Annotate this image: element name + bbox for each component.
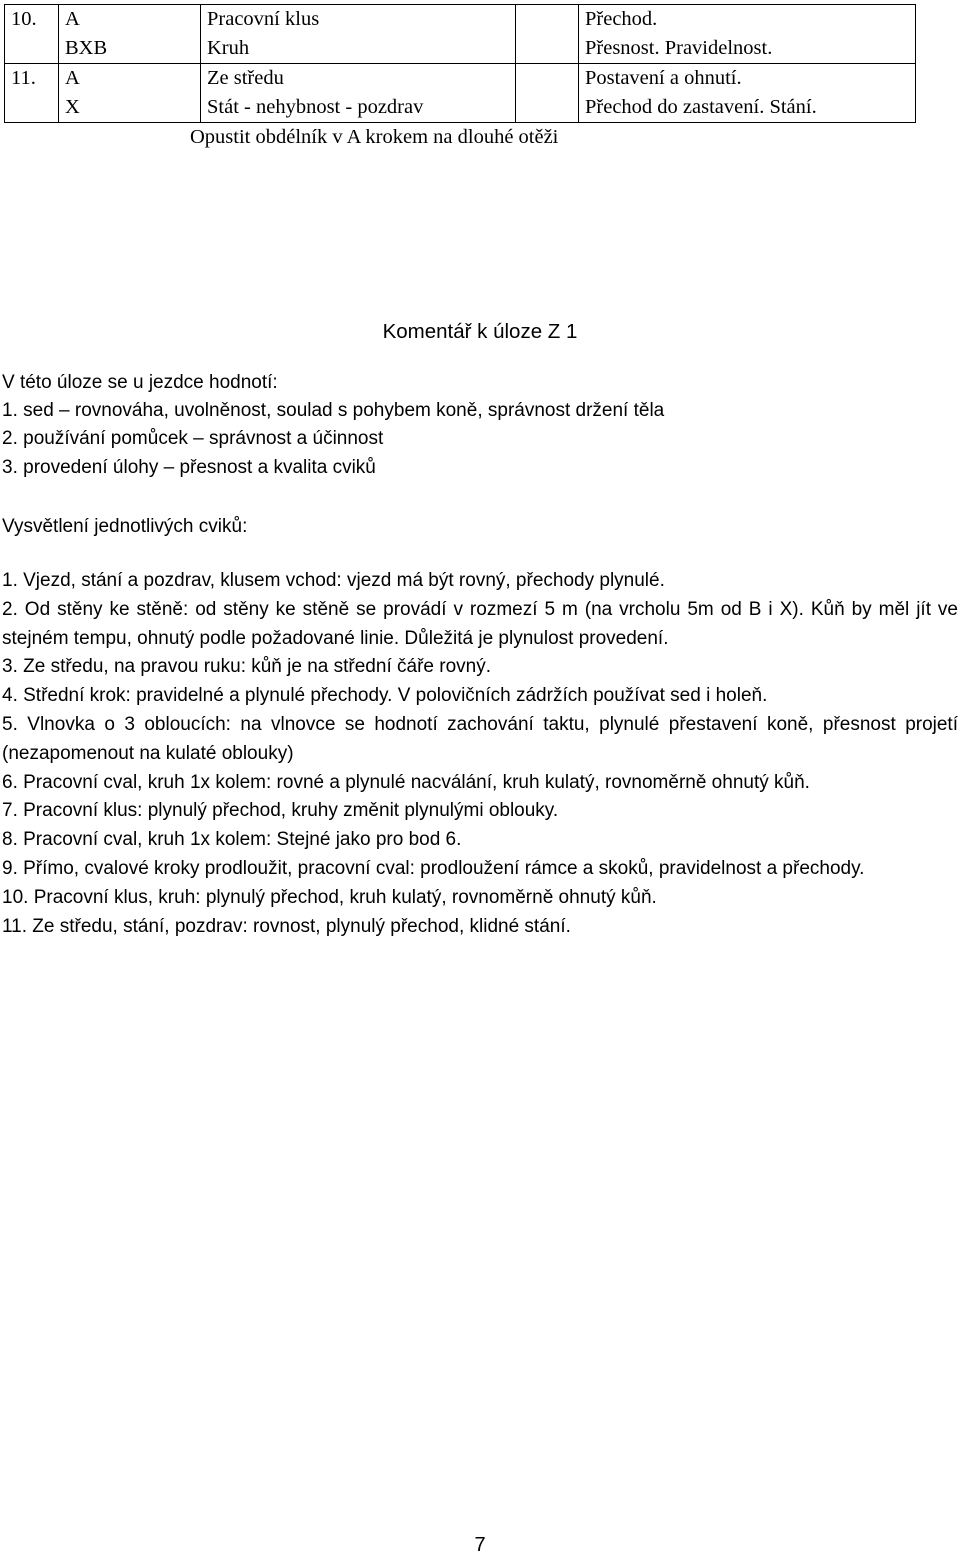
explanation-heading: Vysvětlení jednotlivých cviků: — [2, 516, 248, 537]
letter-line: A — [65, 8, 80, 30]
movement-line: Ze středu — [207, 67, 284, 89]
row-number-cell — [5, 5, 59, 64]
movement-line: Pracovní klus — [207, 8, 320, 30]
explanation-list — [2, 567, 958, 941]
criteria-cell — [579, 5, 916, 64]
movement-line: Kruh — [207, 37, 250, 59]
criteria-line: Postavení a ohnutí. — [585, 67, 742, 89]
explanation-item: 6. Pracovní cval, kruh 1x kolem: rovné a plynulé nacválání, kruh kulatý, rovnoměrně ohnutý kůň. — [2, 771, 810, 793]
row-number: 10. — [11, 8, 37, 30]
explanation-item: 8. Pracovní cval, kruh 1x kolem: Stejné jako pro bod 6. — [2, 829, 462, 851]
letter-line: BXB — [65, 37, 108, 59]
explanation-item: 9. Přímo, cvalové kroky prodloužit, pracovní cval: prodloužení rámce a skoků, pravidelnost a přechody. — [2, 857, 865, 879]
evaluated-intro: V této úloze se u jezdce hodnotí: — [2, 372, 278, 393]
explanation-item: 5. Vlnovka o 3 obloucích: na vlnovce se hodnotí zachování taktu, plynulé přestavení koně, přesnost projetí (nezapomenout na kulaté oblouky) — [2, 713, 958, 764]
empty-cell — [516, 5, 579, 64]
letter-line: X — [65, 96, 80, 118]
letter-line: A — [65, 67, 80, 89]
explanation-item: 2. Od stěny ke stěně: od stěny ke stěně se provádí v rozmezí 5 m (na vrcholu 5m od B i X). Kůň by měl jít ve stejném tempu, ohnutý podle požadované linie. Důležitá je plynulost provedení. — [2, 598, 958, 649]
explanation-item: 3. Ze středu, na pravou ruku: kůň je na střední čáře rovný. — [2, 656, 491, 678]
commentary-title: Komentář k úloze Z 1 — [382, 320, 578, 343]
exit-instruction: Opustit obdélník v A krokem na dlouhé otěži — [190, 126, 559, 148]
letters-cell — [59, 64, 201, 123]
evaluated-item: 2. používání pomůcek – správnost a účinnost — [2, 428, 384, 449]
movement-cell — [201, 5, 516, 64]
page-number: 7 — [474, 1534, 486, 1556]
explanation-item: 10. Pracovní klus, kruh: plynulý přechod, kruh kulatý, rovnoměrně ohnutý kůň. — [2, 886, 657, 908]
movement-line: Stát - nehybnost - pozdrav — [207, 96, 424, 118]
explanation-item: 11. Ze středu, stání, pozdrav: rovnost, plynulý přechod, klidné stání. — [2, 915, 571, 937]
empty-cell — [516, 64, 579, 123]
test-table — [4, 4, 916, 123]
criteria-line: Přechod do zastavení. Stání. — [585, 96, 817, 118]
movement-cell — [201, 64, 516, 123]
criteria-cell — [579, 64, 916, 123]
row-number: 11. — [11, 67, 36, 89]
explanation-item: 7. Pracovní klus: plynulý přechod, kruhy změnit plynulými oblouky. — [2, 800, 559, 822]
row-number-cell — [5, 64, 59, 123]
table-row — [5, 64, 916, 123]
evaluated-item: 1. sed – rovnováha, uvolněnost, soulad s pohybem koně, správnost držení těla — [2, 400, 665, 421]
evaluated-item: 3. provedení úlohy – přesnost a kvalita cviků — [2, 457, 376, 478]
criteria-line: Přechod. — [585, 8, 658, 30]
criteria-line: Přesnost. Pravidelnost. — [585, 37, 773, 59]
letters-cell — [59, 5, 201, 64]
explanation-item: 1. Vjezd, stání a pozdrav, klusem vchod: vjezd má být rovný, přechody plynulé. — [2, 570, 665, 591]
explanation-item: 4. Střední krok: pravidelné a plynulé přechody. V polovičních zádržích používat sed i holeň. — [2, 685, 768, 707]
table-row — [5, 5, 916, 64]
